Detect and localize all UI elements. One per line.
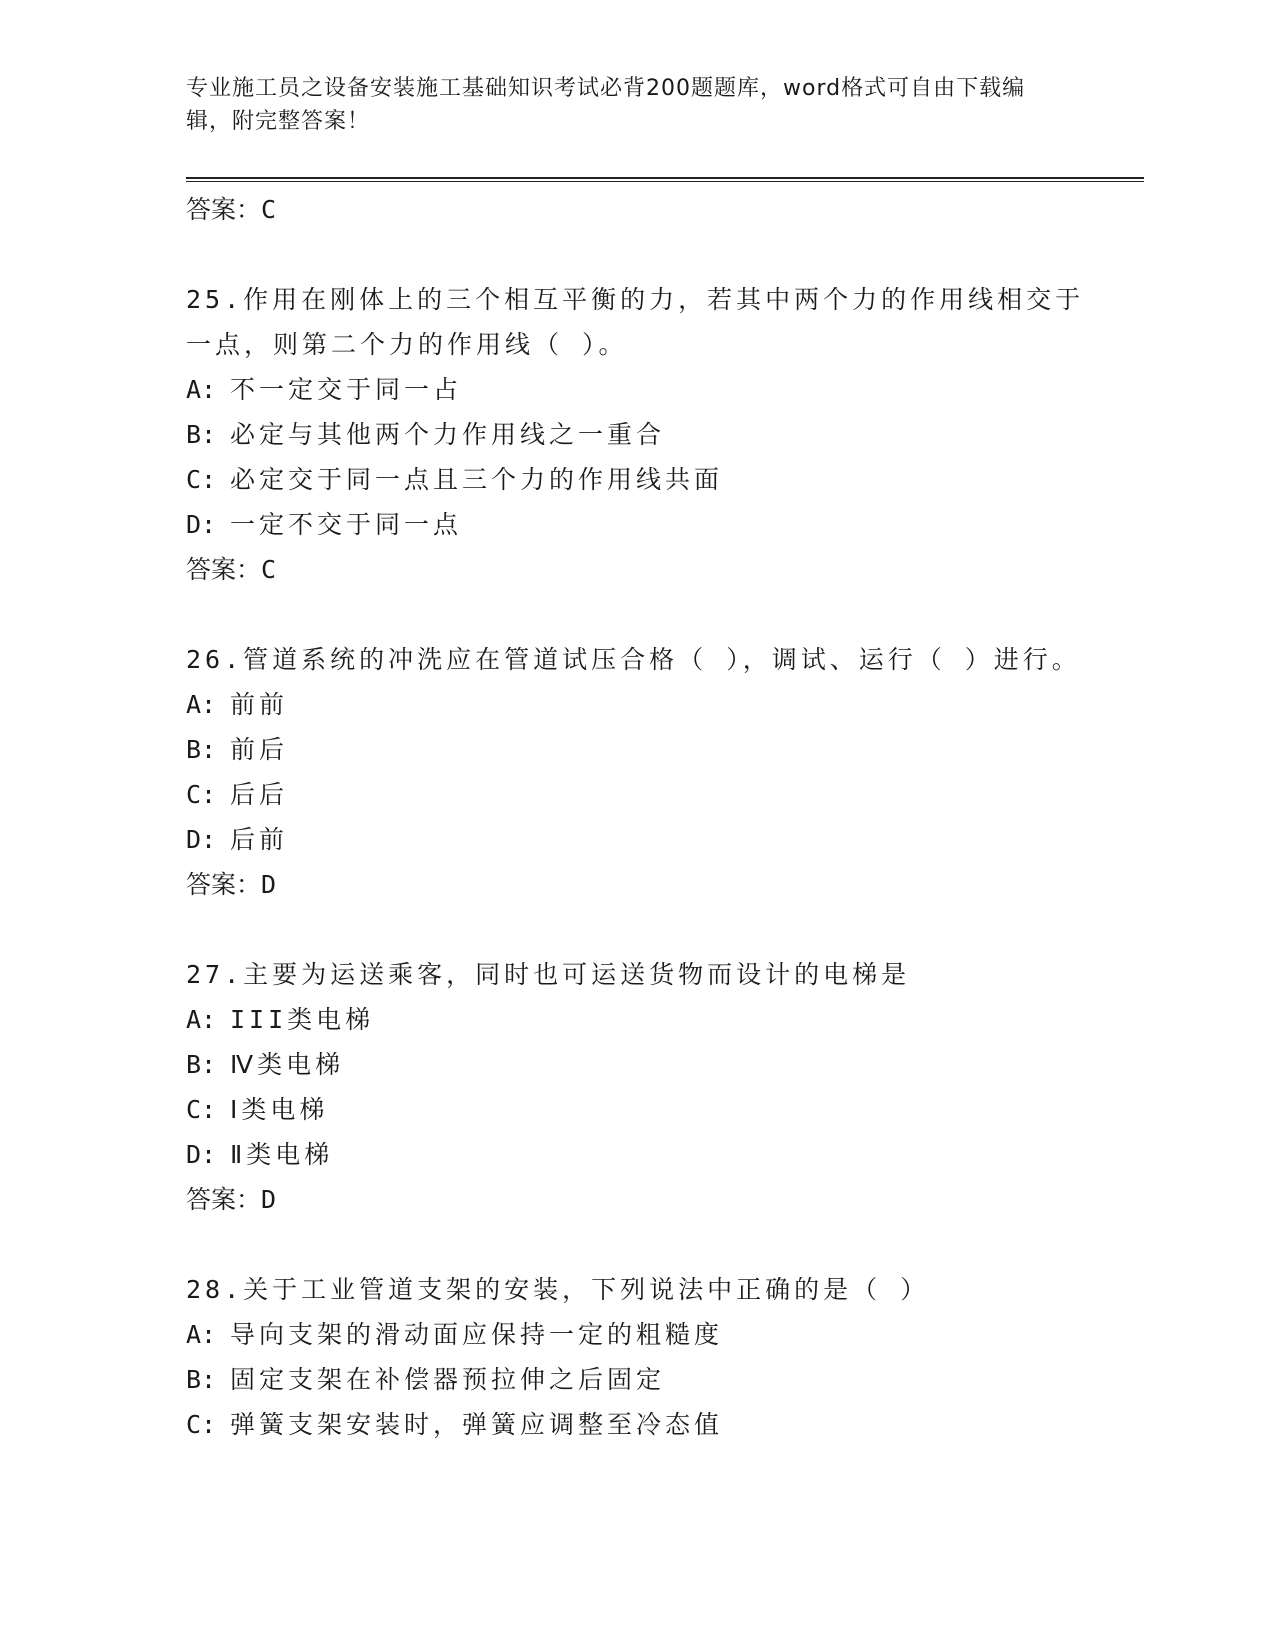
answer-value: D [261, 870, 277, 899]
answer-value: C [261, 555, 277, 584]
option-b: B: 固定支架在补偿器预拉伸之后固定 [186, 1365, 666, 1394]
question-text: 25.作用在刚体上的三个相互平衡的力，若其中两个力的作用线相交于一点，则第二个力的作用线（ ）。 [186, 285, 1085, 359]
question-text: 26.管道系统的冲洗应在管道试压合格（ ），调试、运行（ ）进行。 [186, 645, 1081, 674]
option-c: C: Ⅰ类电梯 [186, 1095, 329, 1124]
answer-line: 答案：C [186, 195, 277, 224]
option-b: B: 前后 [186, 735, 289, 764]
answer-line: 答案：D [186, 1185, 277, 1214]
option-a: A: III类电梯 [186, 1005, 375, 1034]
option-a: A: 导向支架的滑动面应保持一定的粗糙度 [186, 1320, 724, 1349]
question-text: 27.主要为运送乘客，同时也可运送货物而设计的电梯是 [186, 960, 911, 989]
option-c: C: 必定交于同一点且三个力的作用线共面 [186, 465, 724, 494]
question-list [186, 187, 1086, 1447]
option-b: B: Ⅳ类电梯 [186, 1050, 345, 1079]
answer-value: C [261, 195, 277, 224]
option-d: D: Ⅱ类电梯 [186, 1140, 334, 1169]
answer-line: 答案：C [186, 555, 277, 584]
option-a: A: 前前 [186, 690, 289, 719]
option-c: C: 后后 [186, 780, 289, 809]
option-d: D: 后前 [186, 825, 289, 854]
header-divider-thin [186, 181, 1144, 182]
answer-value: D [261, 1185, 277, 1214]
option-b: B: 必定与其他两个力作用线之一重合 [186, 420, 666, 449]
option-d: D: 一定不交于同一点 [186, 510, 463, 539]
option-c: C: 弹簧支架安装时，弹簧应调整至冷态值 [186, 1410, 724, 1439]
question-text: 28.关于工业管道支架的安装，下列说法中正确的是（ ） [186, 1275, 930, 1304]
document-header: 专业施工员之设备安装施工基础知识考试必背200题题库，word格式可自由下载编辑，附完整答案！ [186, 76, 1026, 134]
header-divider [186, 177, 1144, 179]
option-a: A: 不一定交于同一占 [186, 375, 463, 404]
answer-line: 答案：D [186, 870, 277, 899]
